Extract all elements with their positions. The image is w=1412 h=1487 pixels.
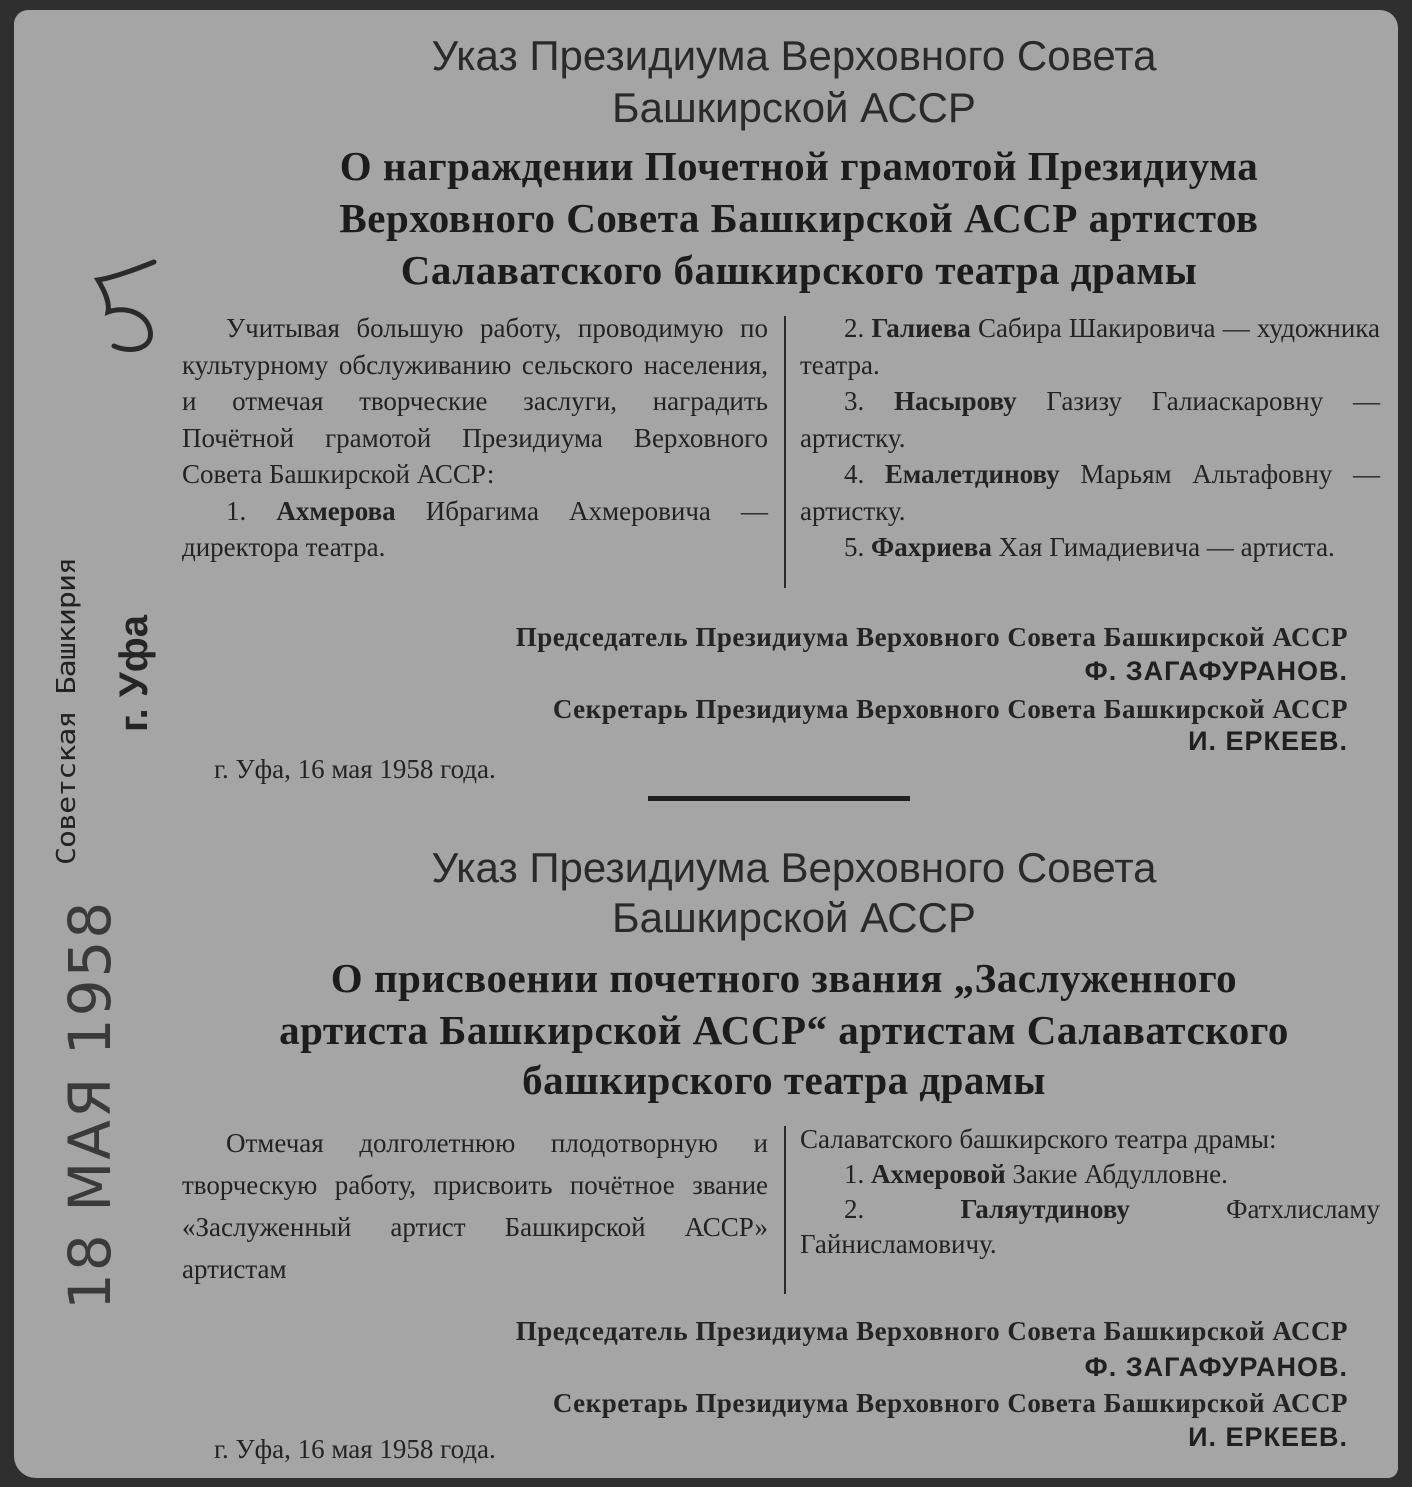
- decree-2-place-date: г. Уфа, 16 мая 1958 года.: [214, 1434, 496, 1464]
- decree-2-heading-line-2: артиста Башкирской АССР“ артистам Салаватского: [279, 1007, 1289, 1053]
- decree-1-heading-line-3: Салаватского башкирского театра драмы: [400, 247, 1198, 293]
- decree-1-intro-text: Учитывая большую работу, проводимую по культурному обслуживанию сельского населения, и отмечая творческие заслуги, наградить Почётной грамотой Президиума Верховного Совета Башкирской АССР:: [182, 313, 768, 489]
- decree-2-column-divider: [784, 1126, 786, 1294]
- decree-1-chairman-name: Ф. ЗАГАФУРАНОВ.: [1084, 656, 1348, 686]
- decree-1-secretary-title: Секретарь Президиума Верховного Совета Башкирской АССР: [552, 694, 1348, 724]
- decree-1-item-4: 4. Емалетдинову Марьям Альтафовну — артистку.: [800, 459, 1380, 526]
- decree-1-item-5: 5. Фахриева Хая Гимадиевича — артиста.: [844, 532, 1335, 562]
- decree-2-secretary-name: И. ЕРКЕЕВ.: [1188, 1422, 1348, 1452]
- newspaper-clipping: [14, 10, 1398, 1478]
- decree-1-secretary-name: И. ЕРКЕЕВ.: [1188, 726, 1348, 756]
- decree-2-chairman-title: Председатель Президиума Верховного Совета Башкирской АССР: [515, 1316, 1348, 1346]
- decree-2-heading-line-1: О присвоении почетного звания „Заслуженного: [330, 955, 1238, 1001]
- decree-1-place-date: г. Уфа, 16 мая 1958 года.: [214, 754, 496, 784]
- decree-1-title-line-1: Указ Президиума Верховного Совета: [431, 32, 1157, 79]
- decree-1-chairman-title: Председатель Президиума Верховного Совета Башкирской АССР: [515, 622, 1348, 652]
- decree-2-intro-text: Отмечая долголетнюю плодотворную и творческую работу, присвоить почётное звание «Заслуженный артист Башкирской АССР» артистам: [182, 1128, 768, 1284]
- decree-2-right-intro: Салаватского башкирского театра драмы:: [800, 1124, 1277, 1154]
- decree-2-item-2: 2. Галяутдинову Фатхлисламу Гайнисламовичу.: [800, 1194, 1380, 1259]
- newspaper-city: г. Уфа: [112, 614, 156, 732]
- decree-1-left-column: [182, 310, 768, 566]
- decree-2-left-column: [182, 1122, 768, 1290]
- decree-1-item-2: 2. Галиева Сабира Шакировича — художника театра.: [800, 313, 1381, 380]
- decree-1-heading-line-1: О награждении Почетной грамотой Президиума: [339, 143, 1259, 189]
- decree-2-title-line-2: Башкирской АССР: [612, 894, 976, 941]
- decree-2-chairman-name: Ф. ЗАГАФУРАНОВ.: [1084, 1352, 1348, 1382]
- decree-1-right-column: [800, 310, 1380, 566]
- decree-2-right-column: [800, 1122, 1380, 1262]
- decree-1-title-line-2: Башкирской АССР: [612, 84, 976, 131]
- decree-1-item-3: 3. Насырову Газизу Галиаскаровну — артистку.: [800, 386, 1381, 453]
- newspaper-name: Советская Башкирия: [52, 557, 82, 865]
- decree-1-heading-line-2: Верховного Совета Башкирской АССР артистов: [339, 195, 1259, 241]
- archive-date-stamp: 18 МАЯ 1958: [56, 899, 124, 1310]
- decree-2-secretary-title: Секретарь Президиума Верховного Совета Башкирской АССР: [552, 1388, 1348, 1418]
- handwritten-number-mark: [84, 250, 174, 360]
- section-separator: [648, 796, 910, 801]
- decree-2-heading-line-3: башкирского театра драмы: [522, 1057, 1046, 1103]
- decree-1-item-1: 1. Ахмерова Ибрагима Ахмеровича — директора театра.: [182, 495, 768, 562]
- decree-2-item-1: 1. Ахмеровой Закие Абдулловне.: [844, 1159, 1228, 1189]
- archive-margin: [14, 10, 164, 1478]
- decree-1-column-divider: [784, 316, 786, 588]
- decree-2-title-line-1: Указ Президиума Верховного Совета: [431, 844, 1157, 891]
